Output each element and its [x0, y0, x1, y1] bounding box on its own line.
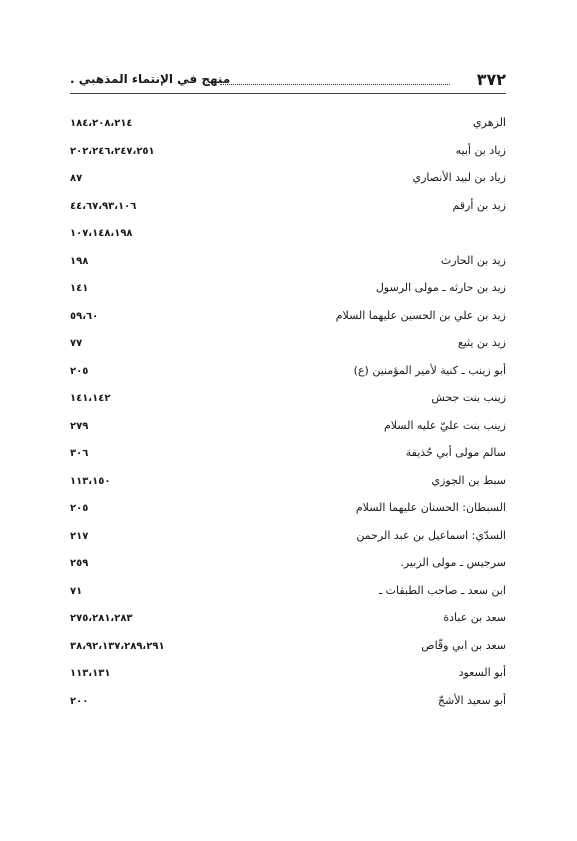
entry-name: زياد بن لبيد الأنصاري [412, 171, 506, 184]
entry-name: زينب بنت جحش [431, 391, 506, 404]
entry-name: زيد بن أرقم [452, 198, 506, 212]
index-entry [70, 415, 506, 443]
index-entry [70, 195, 506, 223]
entry-name: أبو سعيد الأشجّ [437, 693, 506, 707]
entry-pages: ٧١ [70, 585, 83, 597]
index-entry [70, 497, 506, 525]
entry-name: أبو زينب ـ كنية لأمير المؤمنين (ع) [353, 363, 506, 377]
entry-name: زيد بن يثيع [457, 336, 506, 349]
entry-name: السدّي: اسماعيل بن عبد الرحمن [356, 528, 506, 542]
index-entry [70, 112, 506, 140]
index-entry [70, 525, 506, 553]
index-entry [70, 635, 506, 663]
entry-pages: ٢٥٩ [70, 558, 89, 569]
entry-pages: ٧٧ [70, 338, 83, 349]
entry-name: سبط بن الجوزي [431, 473, 506, 487]
index-entries [70, 112, 506, 717]
entry-pages: ١٤١ [70, 283, 89, 294]
header-rule [70, 93, 506, 94]
entry-pages: ١١٣،١٥٠ [70, 475, 111, 487]
entry-pages: ٢٠٢،٢٤٦،٢٤٧،٢٥١ [70, 145, 155, 157]
entry-pages: ٢٧٩ [70, 420, 89, 432]
index-entry [70, 607, 506, 635]
entry-pages: ١٩٨ [70, 255, 89, 267]
entry-name: زيد بن علي بن الحسين عليهما السلام [335, 308, 506, 322]
entry-pages: ٢١٧ [70, 530, 89, 542]
entry-name: سرجيس ـ مولى الزبير. [400, 556, 506, 569]
entry-pages: ٢٠٥ [70, 503, 89, 514]
entry-name: الزهري [473, 116, 506, 129]
index-entry [70, 552, 506, 580]
index-entry [70, 222, 506, 250]
entry-name: سعد بن عبادة [443, 611, 506, 624]
index-entry [70, 662, 506, 690]
entry-pages: ٢٠٥ [70, 365, 89, 377]
index-entry [70, 332, 506, 360]
entry-pages: ١٠٧،١٤٨،١٩٨ [70, 228, 133, 239]
entry-pages: ٣٨،٩٢،١٣٧،٢٨٩،٢٩١ [70, 640, 165, 652]
index-entry [70, 470, 506, 498]
entry-name: زينب بنت عليّ عليه السلام [383, 418, 506, 432]
entry-name: زيد بن حارثه ـ مولى الرسول [375, 281, 506, 294]
index-entry [70, 580, 506, 608]
entry-name: سالم مولى أبي حُذيفة [405, 446, 506, 459]
entry-pages: ٨٧ [70, 173, 83, 184]
page-number: ٣٧٢ [476, 70, 506, 89]
entry-pages: ١١٣،١٣١ [70, 668, 111, 679]
leader-dots [220, 84, 450, 85]
entry-name: سعد بن ابي وقّاص [421, 638, 506, 652]
entry-pages: ٥٩،٦٠ [70, 310, 99, 322]
index-entry [70, 140, 506, 168]
entry-pages: ٢٠٠ [70, 695, 89, 707]
index-entry [70, 360, 506, 388]
index-entry [70, 250, 506, 278]
entry-pages: ١٨٤،٢٠٨،٢١٤ [70, 118, 133, 129]
index-entry [70, 442, 506, 470]
page-header [70, 60, 506, 94]
entry-name: أبو السعود [458, 666, 506, 679]
entry-pages: ٣٠٦ [70, 448, 89, 459]
index-entry [70, 387, 506, 415]
index-entry [70, 277, 506, 305]
entry-pages: ١٤١،١٤٢ [70, 393, 111, 404]
running-title: منهج في الإنتماء المذهبي . [70, 72, 231, 86]
entry-name: زياد بن أبيه [455, 143, 506, 157]
entry-name: السبطان: الحسنان عليهما السلام [355, 501, 506, 514]
index-entry [70, 167, 506, 195]
entry-pages: ٤٤،٦٧،٩٣،١٠٦ [70, 200, 137, 212]
entry-name: زيد بن الحارث [440, 253, 506, 267]
entry-name: ابن سعد ـ صاحب الطبقات ـ [378, 583, 506, 597]
index-entry [70, 690, 506, 718]
index-entry [70, 305, 506, 333]
entry-pages: ٢٧٥،٢٨١،٢٨٣ [70, 613, 133, 624]
